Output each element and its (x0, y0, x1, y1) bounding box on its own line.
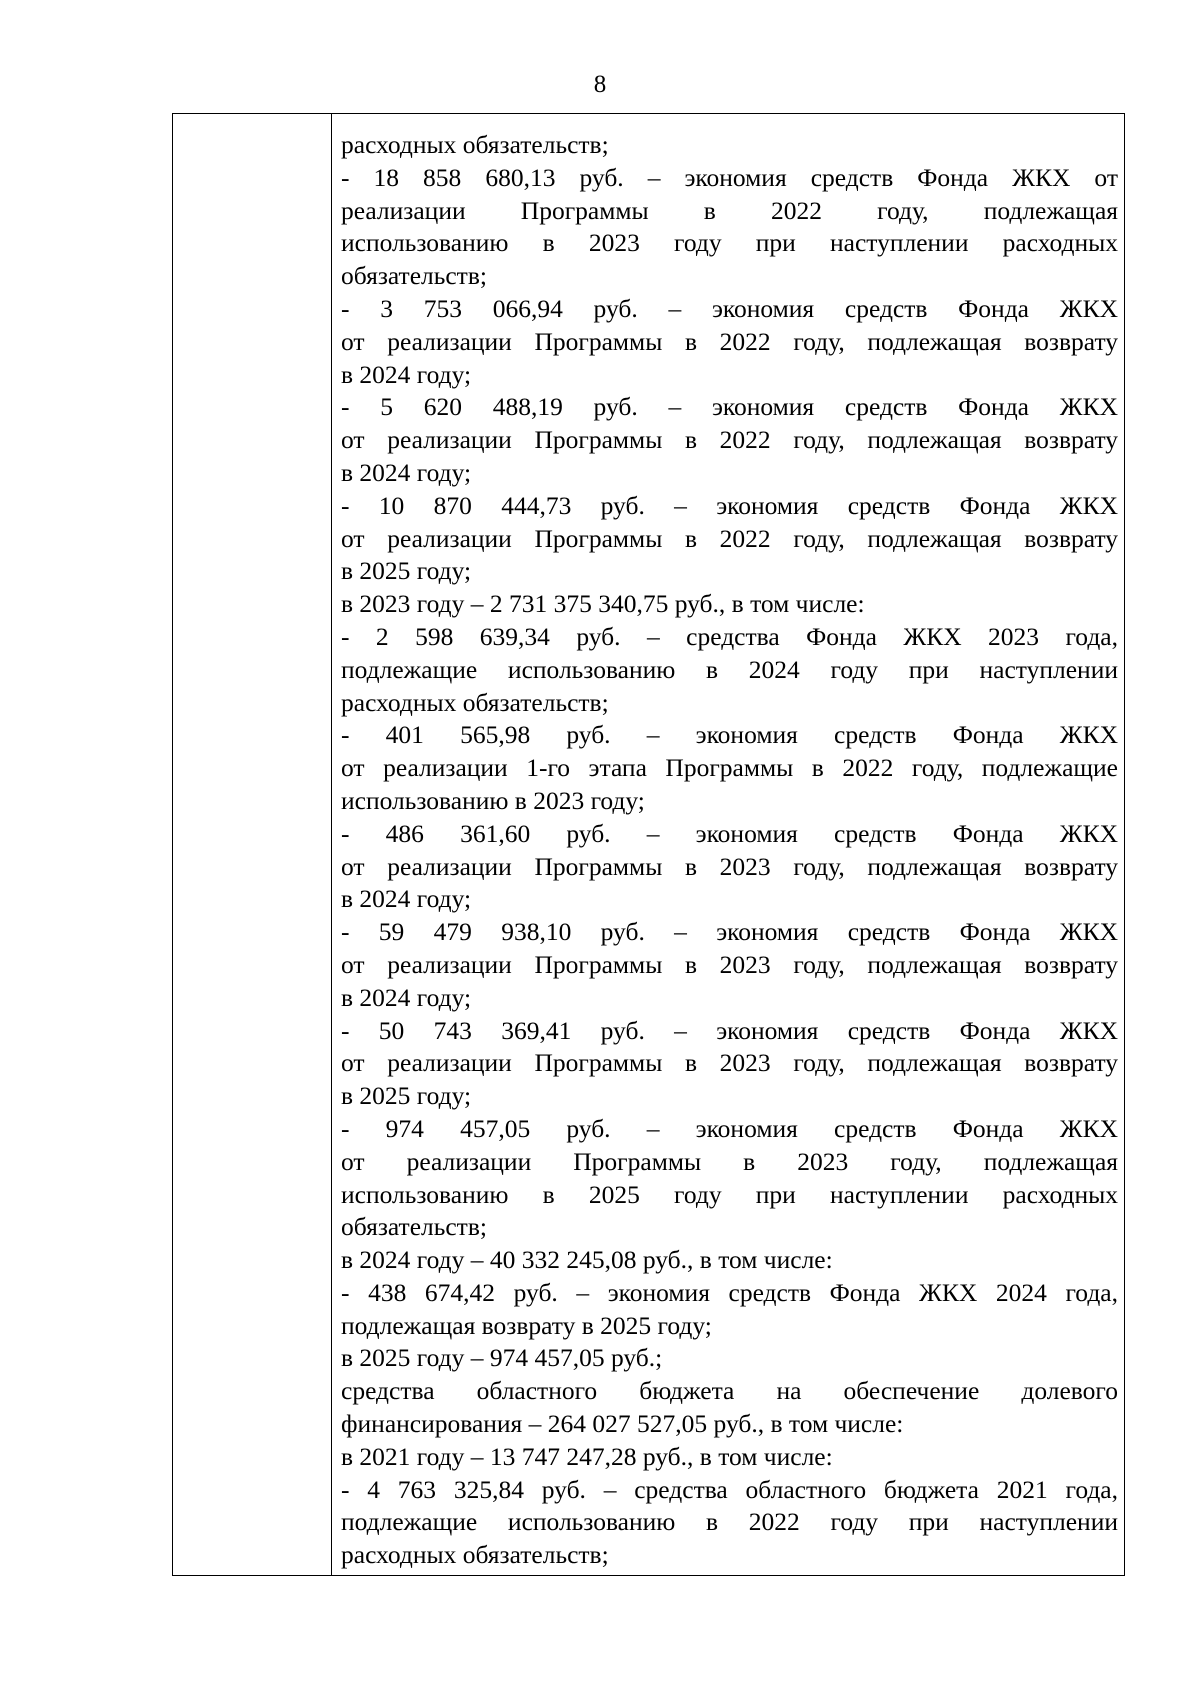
text-line: использованию в 2025 году при наступлении расходных (341, 1179, 1118, 1209)
text-line: в 2021 году – 13 747 247,28 руб., в том числе: (341, 1441, 833, 1471)
text-line: в 2025 году – 974 457,05 руб.; (341, 1343, 663, 1373)
text-line: в 2024 году; (341, 982, 472, 1012)
text-line: - 18 858 680,13 руб. – экономия средств Фонда ЖКХ от (341, 162, 1118, 192)
text-line: в 2025 году; (341, 556, 472, 586)
table-right-cell (332, 114, 1124, 1575)
text-line: обязательств; (341, 1212, 487, 1242)
text-line: расходных обязательств; (341, 687, 609, 717)
text-line: от реализации Программы в 2023 году, подлежащая (341, 1146, 1118, 1176)
page-number: 8 (593, 71, 607, 98)
text-line: средства областного бюджета на обеспечение долевого (341, 1376, 1118, 1406)
text-line: - 3 753 066,94 руб. – экономия средств Фонда ЖКХ (341, 293, 1118, 323)
text-line: использованию в 2023 году; (341, 785, 645, 815)
text-line: обязательств; (341, 261, 487, 291)
text-line: в 2024 году; (341, 884, 472, 914)
text-line: в 2024 году; (341, 457, 472, 487)
text-line: - 4 763 325,84 руб. – средства областного бюджета 2021 года, (341, 1474, 1118, 1504)
text-line: подлежащие использованию в 2024 году при наступлении (341, 654, 1118, 684)
text-line: - 10 870 444,73 руб. – экономия средств Фонда ЖКХ (341, 490, 1118, 520)
text-line: подлежащие использованию в 2022 году при наступлении (341, 1507, 1118, 1537)
text-line: от реализации Программы в 2023 году, подлежащая возврату (341, 1048, 1118, 1078)
document-table (172, 113, 1125, 1576)
text-line: от реализации Программы в 2022 году, подлежащая возврату (341, 326, 1118, 356)
text-line: от реализации Программы в 2023 году, подлежащая возврату (341, 851, 1118, 881)
text-line: - 2 598 639,34 руб. – средства Фонда ЖКХ 2023 года, (341, 621, 1118, 651)
text-line: от реализации Программы в 2022 году, подлежащая возврату (341, 425, 1118, 455)
text-line: в 2025 году; (341, 1081, 472, 1111)
text-line: использованию в 2023 году при наступлении расходных (341, 228, 1118, 258)
text-line: расходных обязательств; (341, 1540, 609, 1570)
text-line: от реализации Программы в 2022 году, подлежащая возврату (341, 523, 1118, 553)
text-line: - 974 457,05 руб. – экономия средств Фонда ЖКХ (341, 1113, 1118, 1143)
text-line: от реализации Программы в 2023 году, подлежащая возврату (341, 949, 1118, 979)
text-line: расходных обязательств; (341, 130, 609, 159)
text-line: финансирования – 264 027 527,05 руб., в том числе: (341, 1409, 904, 1439)
text-line: реализации Программы в 2022 году, подлежащая (341, 195, 1118, 225)
text-line: в 2024 году – 40 332 245,08 руб., в том числе: (341, 1245, 833, 1275)
text-line: - 486 361,60 руб. – экономия средств Фонда ЖКХ (341, 818, 1118, 848)
text-line: - 50 743 369,41 руб. – экономия средств Фонда ЖКХ (341, 1015, 1118, 1045)
text-line: подлежащая возврату в 2025 году; (341, 1310, 712, 1340)
text-line: - 5 620 488,19 руб. – экономия средств Фонда ЖКХ (341, 392, 1118, 422)
text-line: в 2023 году – 2 731 375 340,75 руб., в том числе: (341, 589, 865, 619)
text-line: в 2024 году; (341, 359, 472, 389)
text-line: - 59 479 938,10 руб. – экономия средств Фонда ЖКХ (341, 917, 1118, 947)
text-line: от реализации 1-го этапа Программы в 2022 году, подлежащие (341, 753, 1118, 783)
text-line: - 438 674,42 руб. – экономия средств Фонда ЖКХ 2024 года, (341, 1277, 1118, 1307)
table-left-cell (173, 114, 332, 1575)
text-line: - 401 565,98 руб. – экономия средств Фонда ЖКХ (341, 720, 1118, 750)
